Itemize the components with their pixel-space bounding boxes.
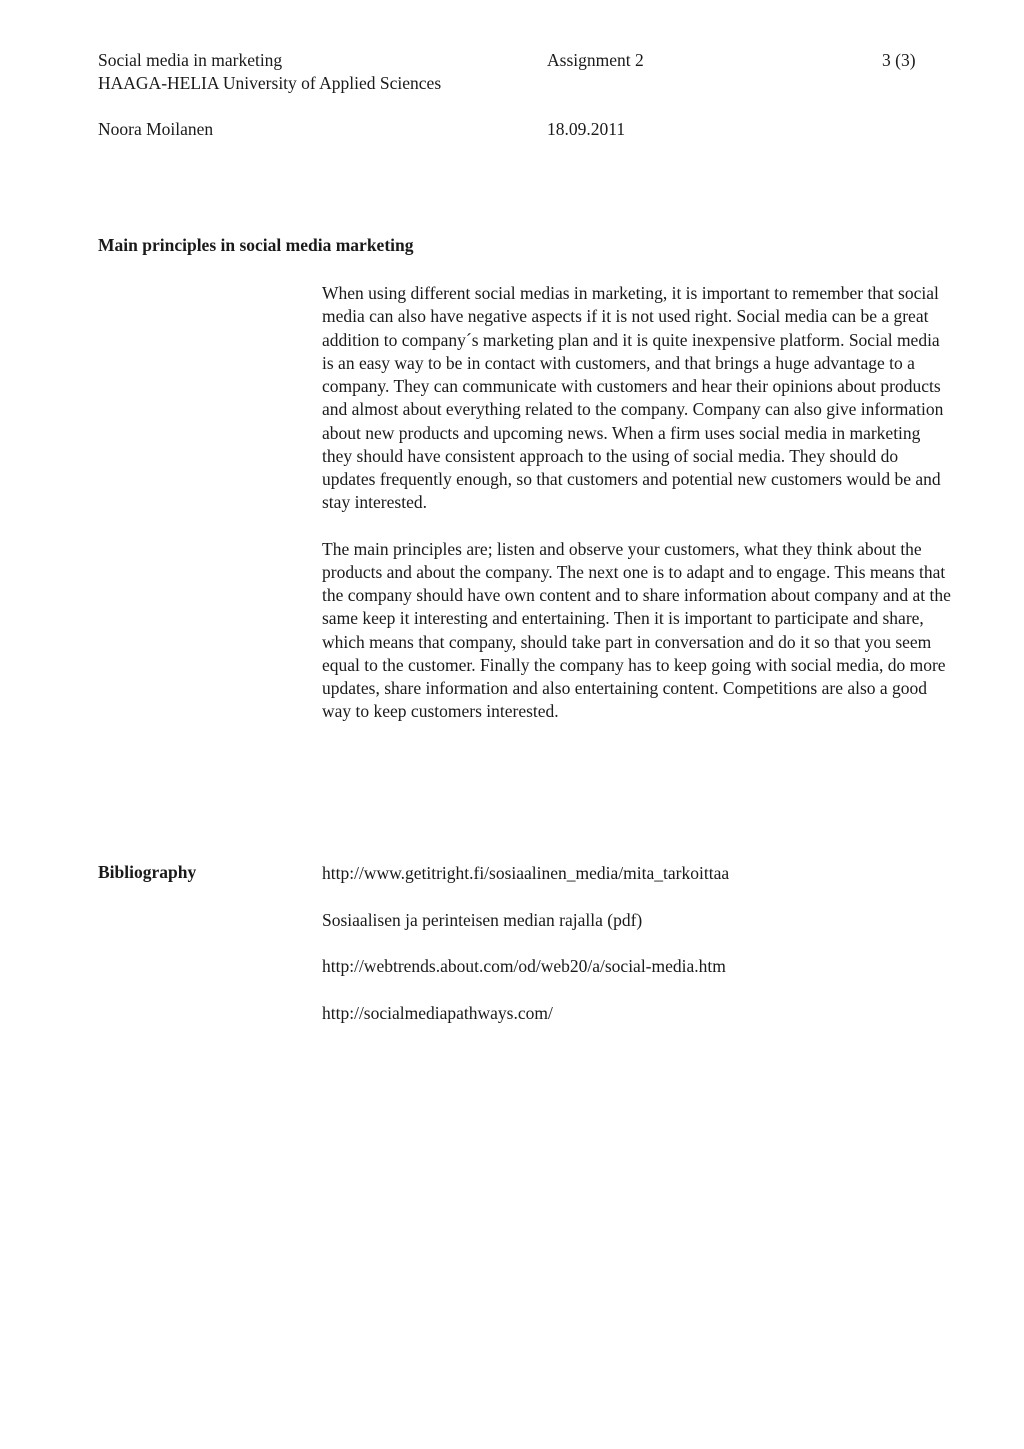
bibliography-entry: http://www.getitright.fi/sosiaalinen_media/mita_tarkoittaa — [322, 863, 730, 883]
header-school: HAAGA-HELIA University of Applied Sciences — [98, 73, 442, 93]
section-heading: Main principles in social media marketing — [98, 235, 414, 255]
bibliography-entry: http://webtrends.about.com/od/web20/a/social-media.htm — [322, 956, 726, 976]
header-page-number: 3 (3) — [882, 50, 916, 70]
section-body — [322, 282, 952, 724]
bibliography-heading: Bibliography — [98, 862, 197, 882]
bibliography-list — [322, 862, 962, 1048]
bibliography-entry: http://socialmediapathways.com/ — [322, 1002, 553, 1023]
header-author: Noora Moilanen — [98, 119, 214, 139]
header-course: Social media in marketing — [98, 50, 283, 70]
body-paragraph-2: The main principles are; listen and observe your customers, what they think about the products and about the company. The next one is to adapt and to engage. This means that the company should have own content and to share information about company and at the same keep it interesting and entertaining. Then it is important to participate and share, which means that company, should take part in conversation and do it so that you seem equal to the customer. Finally the company has to keep going with social media, do more updates, share information and also entertaining content. Competitions are also a good way to keep customers interested. — [322, 538, 951, 722]
body-paragraph-1: When using different social medias in marketing, it is important to remember that social media can also have negative aspects if it is not used right. Social media can be a great addition to company´s marketing plan and it is quite inexpensive platform. Social media is an easy way to be in contact with customers, and that brings a huge advantage to a company. They can communicate with customers and hear their opinions about products and almost about everything related to the company. Company can also give information about new products and upcoming news. When a firm uses social media in marketing they should have consistent approach to the using of social media. They should do updates frequently enough, so that customers and potential new customers would be and stay interested. — [322, 283, 944, 513]
bibliography-entry: Sosiaalisen ja perinteisen median rajalla (pdf) — [322, 909, 643, 930]
header-date: 18.09.2011 — [547, 119, 626, 139]
header-assignment: Assignment 2 — [547, 50, 644, 70]
